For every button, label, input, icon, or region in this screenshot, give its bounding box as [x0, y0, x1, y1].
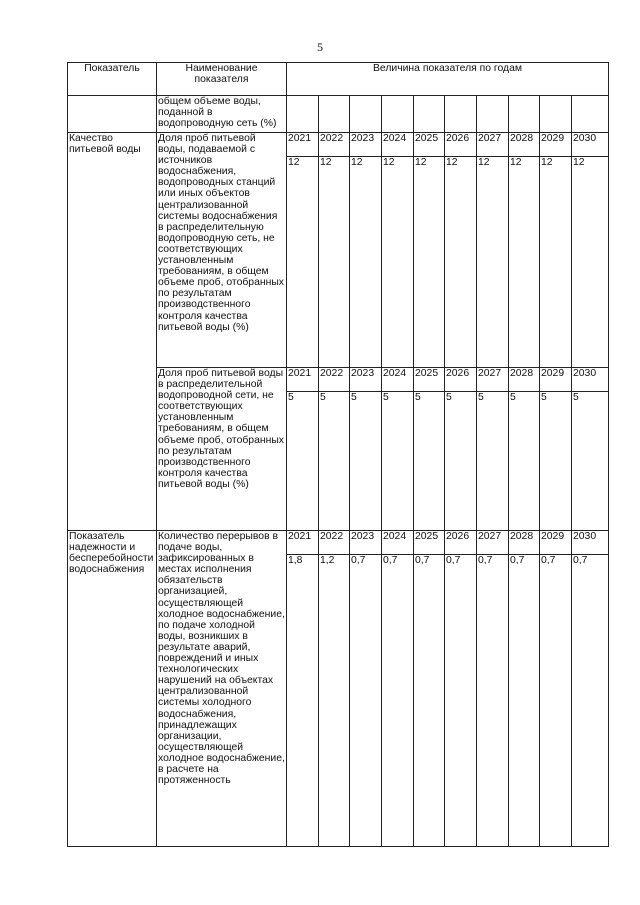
value-cell: 0,7 [350, 555, 382, 847]
table-row [68, 133, 609, 157]
continuation-name: общем объеме воды, поданной в водопроводную сеть (%) [157, 96, 287, 133]
year-cell: 2023 [350, 531, 382, 555]
year-cell: 2024 [382, 368, 414, 392]
year-cell: 2030 [572, 133, 609, 157]
header-values-by-year: Величина показателя по годам [287, 63, 609, 96]
value-cell: 5 [287, 392, 319, 531]
row-name: Доля проб питьевой воды в распределительной водопроводной сети, не соответствующих установленным требованиям, в общем объеме проб, отобранных по результатам производственного контроля качества питьевой воды (%) [157, 368, 287, 531]
value-cell: 1,8 [287, 555, 319, 847]
year-cell: 2028 [509, 133, 540, 157]
empty-cell [445, 96, 477, 133]
year-cell: 2023 [350, 368, 382, 392]
value-cell: 5 [350, 392, 382, 531]
page-number: 5 [317, 40, 323, 54]
row-name: Количество перерывов в подаче воды, зафиксированных в местах исполнения обязательств организацией, осуществляющей холодное водоснабжение, по подаче холодной воды, возникших в результате аварий, повреждений и иных технологических нарушений на объектах централизованной системы холодного водоснабжения, принадлежащих организации, осуществляющей холодное водоснабжение, в расчете на протяженность [157, 531, 287, 847]
year-cell: 2023 [350, 133, 382, 157]
value-cell: 0,7 [477, 555, 509, 847]
value-cell: 5 [477, 392, 509, 531]
value-cell: 12 [287, 157, 319, 368]
value-cell: 1,2 [319, 555, 350, 847]
year-cell: 2022 [319, 368, 350, 392]
continuation-row [68, 96, 609, 133]
year-cell: 2029 [540, 133, 572, 157]
year-cell: 2024 [382, 133, 414, 157]
empty-cell [319, 96, 350, 133]
value-cell: 0,7 [414, 555, 445, 847]
empty-cell [350, 96, 382, 133]
year-cell: 2030 [572, 531, 609, 555]
empty-cell [414, 96, 445, 133]
year-cell: 2026 [445, 531, 477, 555]
value-cell: 12 [540, 157, 572, 368]
row-name: Доля проб питьевой воды, подаваемой с источников водоснабжения, водопроводных станций или иных объектов централизованной системы водоснабжения в распределительную водопроводную сеть, не соответствующих установленным требованиям, в общем объеме проб, отобранных по результатам производственного контроля качества питьевой воды (%) [157, 133, 287, 368]
value-cell: 5 [540, 392, 572, 531]
year-cell: 2021 [287, 133, 319, 157]
year-cell: 2028 [509, 368, 540, 392]
value-cell: 0,7 [509, 555, 540, 847]
year-cell: 2030 [572, 368, 609, 392]
value-cell: 12 [350, 157, 382, 368]
value-cell: 5 [414, 392, 445, 531]
empty-cell [572, 96, 609, 133]
year-cell: 2029 [540, 531, 572, 555]
value-cell: 5 [382, 392, 414, 531]
value-cell: 12 [382, 157, 414, 368]
value-cell: 12 [509, 157, 540, 368]
year-cell: 2022 [319, 531, 350, 555]
header-name: Наименование показателя [157, 63, 287, 96]
year-cell: 2029 [540, 368, 572, 392]
year-cell: 2024 [382, 531, 414, 555]
value-cell: 0,7 [540, 555, 572, 847]
indicators-table [67, 62, 609, 847]
value-cell: 12 [477, 157, 509, 368]
value-cell: 12 [445, 157, 477, 368]
year-cell: 2021 [287, 531, 319, 555]
year-cell: 2026 [445, 368, 477, 392]
empty-cell [509, 96, 540, 133]
header-row [68, 63, 609, 96]
continuation-indicator-cell [68, 96, 157, 133]
table-row [68, 531, 609, 555]
year-cell: 2027 [477, 368, 509, 392]
indicator-reliability: Показатель надежности и бесперебойности водоснабжения [68, 531, 157, 847]
year-cell: 2022 [319, 133, 350, 157]
empty-cell [540, 96, 572, 133]
empty-cell [382, 96, 414, 133]
value-cell: 0,7 [445, 555, 477, 847]
value-cell: 12 [572, 157, 609, 368]
value-cell: 0,7 [382, 555, 414, 847]
value-cell: 5 [445, 392, 477, 531]
year-cell: 2025 [414, 133, 445, 157]
empty-cell [287, 96, 319, 133]
header-indicator: Показатель [68, 63, 157, 96]
value-cell: 12 [319, 157, 350, 368]
value-cell: 0,7 [572, 555, 609, 847]
year-cell: 2025 [414, 368, 445, 392]
value-cell: 12 [414, 157, 445, 368]
year-cell: 2026 [445, 133, 477, 157]
empty-cell [477, 96, 509, 133]
year-cell: 2021 [287, 368, 319, 392]
value-cell: 5 [572, 392, 609, 531]
value-cell: 5 [509, 392, 540, 531]
value-cell: 5 [319, 392, 350, 531]
year-cell: 2027 [477, 133, 509, 157]
year-cell: 2025 [414, 531, 445, 555]
year-cell: 2027 [477, 531, 509, 555]
year-cell: 2028 [509, 531, 540, 555]
indicator-quality: Качество питьевой воды [68, 133, 157, 531]
